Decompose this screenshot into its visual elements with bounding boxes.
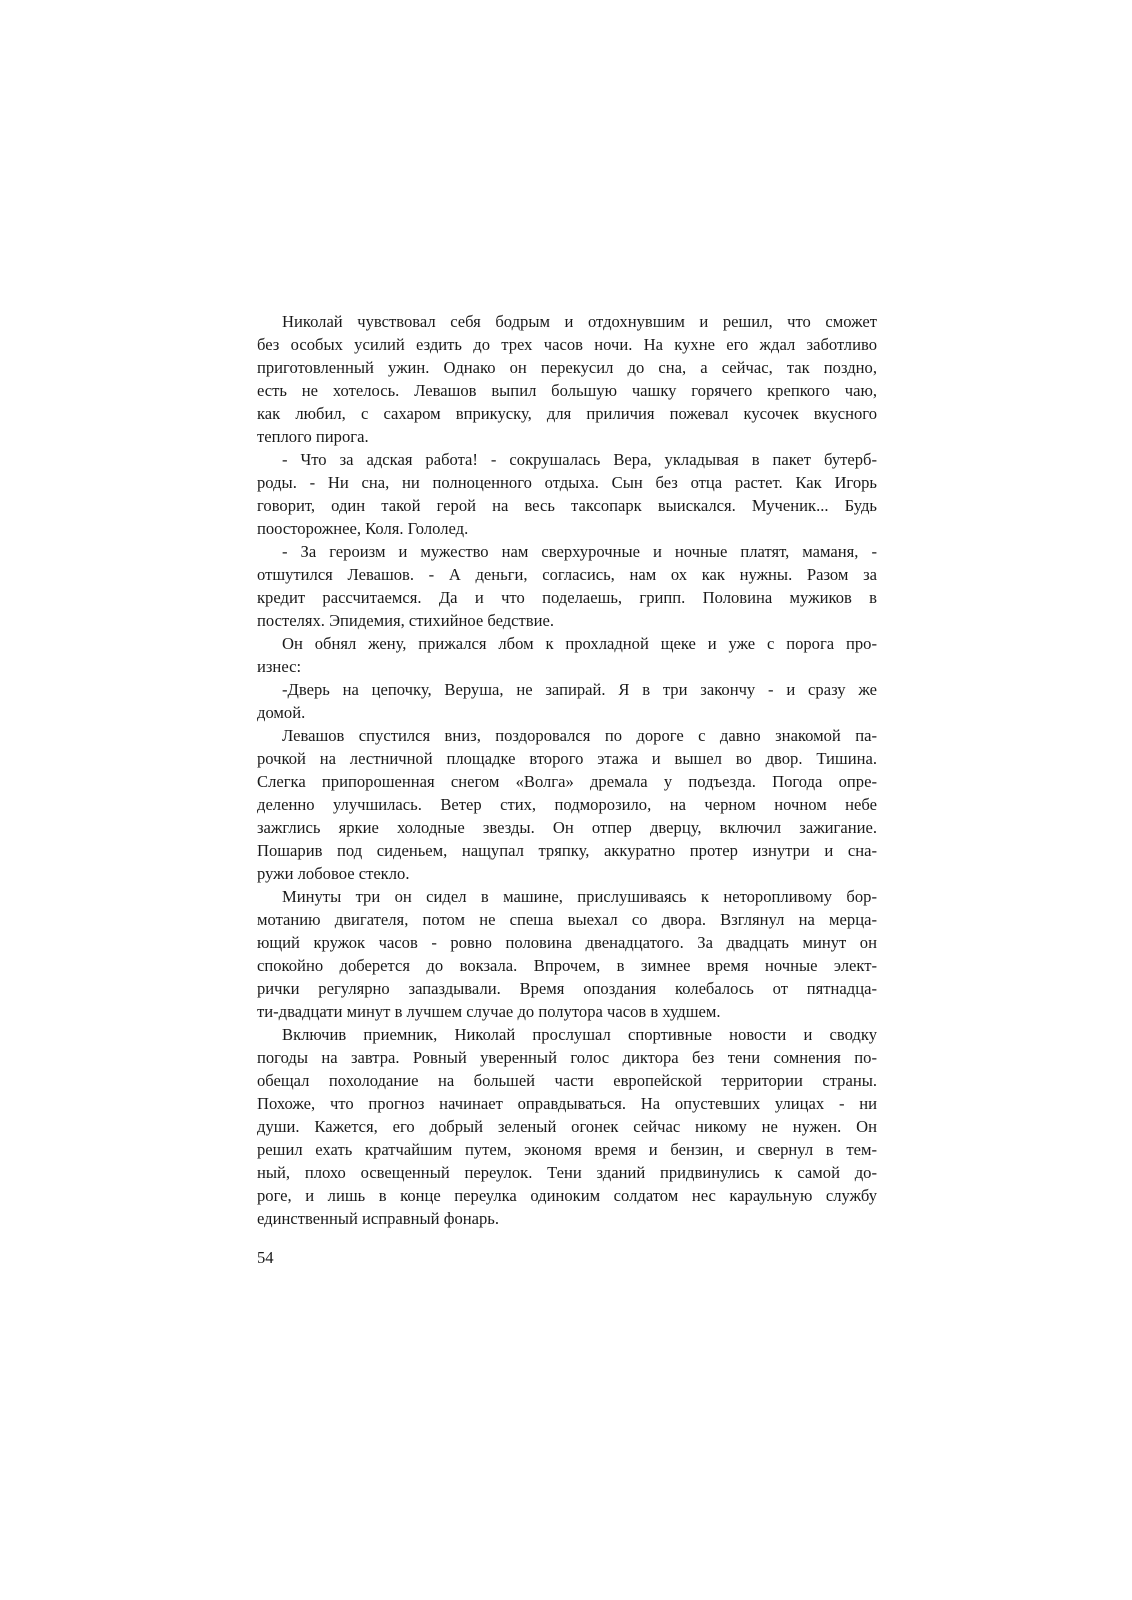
text-line: приготовленный ужин. Однако он перекусил до сна, а сейчас, так поздно,: [257, 358, 877, 377]
text-line: Включив приемник, Николай прослушал спортивные новости и сводку: [282, 1025, 877, 1044]
text-line: ющий кружок часов - ровно половина двенадцатого. За двадцать минут он: [257, 933, 877, 952]
text-line: решил ехать кратчайшим путем, экономя время и бензин, и свернул в тем-: [257, 1140, 877, 1159]
text-line: Похоже, что прогноз начинает оправдываться. На опустевших улицах - ни: [257, 1094, 877, 1113]
text-line: Слегка припорошенная снегом «Волга» дремала у подъезда. Погода опре-: [257, 772, 877, 791]
text-line: Пошарив под сиденьем, нащупал тряпку, аккуратно протер изнутри и сна-: [257, 841, 877, 860]
text-line: души. Кажется, его добрый зеленый огонек сейчас никому не нужен. Он: [257, 1117, 877, 1136]
page-number: 54: [257, 1248, 274, 1267]
text-line: деленно улучшилась. Ветер стих, подморозило, на черном ночном небе: [257, 795, 877, 814]
text-line: Левашов спустился вниз, поздоровался по дороге с давно знакомой па-: [282, 726, 877, 745]
text-line: кредит рассчитаемся. Да и что поделаешь, грипп. Половина мужиков в: [257, 588, 877, 607]
text-line: теплого пирога.: [257, 427, 369, 446]
text-line: Он обнял жену, прижался лбом к прохладной щеке и уже с порога про-: [282, 634, 877, 653]
text-line: говорит, один такой герой на весь таксопарк выискался. Мученик... Будь: [257, 496, 877, 515]
text-line: как любил, с сахаром вприкуску, для приличия пожевал кусочек вкусного: [257, 404, 877, 423]
text-line: есть не хотелось. Левашов выпил большую чашку горячего крепкого чаю,: [257, 381, 877, 400]
text-line: изнес:: [257, 657, 302, 676]
paragraph: [257, 448, 877, 540]
paragraph: [257, 724, 877, 885]
paragraph: [257, 632, 877, 678]
text-line: роды. - Ни сна, ни полноценного отдыха. Сын без отца растет. Как Игорь: [257, 473, 877, 492]
paragraph: [257, 885, 877, 1023]
paragraph: [257, 1023, 877, 1230]
text-line: ружи лобовое стекло.: [257, 864, 410, 883]
text-line: Минуты три он сидел в машине, прислушиваясь к неторопливому бор-: [282, 887, 877, 906]
text-line: ный, плохо освещенный переулок. Тени зданий придвинулись к самой до-: [257, 1163, 877, 1182]
paragraph: [257, 540, 877, 632]
text-line: единственный исправный фонарь.: [257, 1209, 499, 1228]
paragraph: [257, 678, 877, 724]
text-line: спокойно доберется до вокзала. Впрочем, в зимнее время ночные элект-: [257, 956, 877, 975]
text-line: - Что за адская работа! - сокрушалась Вера, укладывая в пакет бутерб-: [282, 450, 877, 469]
text-line: поосторожнее, Коля. Гололед.: [257, 519, 469, 538]
text-line: погоды на завтра. Ровный уверенный голос диктора без тени сомнения по-: [257, 1048, 877, 1067]
text-line: - За героизм и мужество нам сверхурочные и ночные платят, маманя, -: [282, 542, 877, 561]
text-line: домой.: [257, 703, 306, 722]
text-line: без особых усилий ездить до трех часов ночи. На кухне его ждал заботливо: [257, 335, 877, 354]
text-line: роге, и лишь в конце переулка одиноким солдатом нес караульную службу: [257, 1186, 877, 1205]
text-line: ти-двадцати минут в лучшем случае до полутора часов в худшем.: [257, 1002, 721, 1021]
paragraph: [257, 310, 877, 448]
text-line: рички регулярно запаздывали. Время опоздания колебалось от пятнадца-: [257, 979, 877, 998]
text-line: -Дверь на цепочку, Веруша, не запирай. Я в три закончу - и сразу же: [282, 680, 877, 699]
text-line: зажглись яркие холодные звезды. Он отпер дверцу, включил зажигание.: [257, 818, 877, 837]
text-line: обещал похолодание на большей части европейской территории страны.: [257, 1071, 877, 1090]
text-line: мотанию двигателя, потом не спеша выехал со двора. Взглянул на мерца-: [257, 910, 877, 929]
text-line: рочкой на лестничной площадке второго этажа и вышел во двор. Тишина.: [257, 749, 877, 768]
body-text: [257, 310, 877, 1230]
text-line: отшутился Левашов. - А деньги, согласись, нам ох как нужны. Разом за: [257, 565, 877, 584]
text-line: Николай чувствовал себя бодрым и отдохнувшим и решил, что сможет: [282, 312, 877, 331]
text-line: постелях. Эпидемия, стихийное бедствие.: [257, 611, 555, 630]
